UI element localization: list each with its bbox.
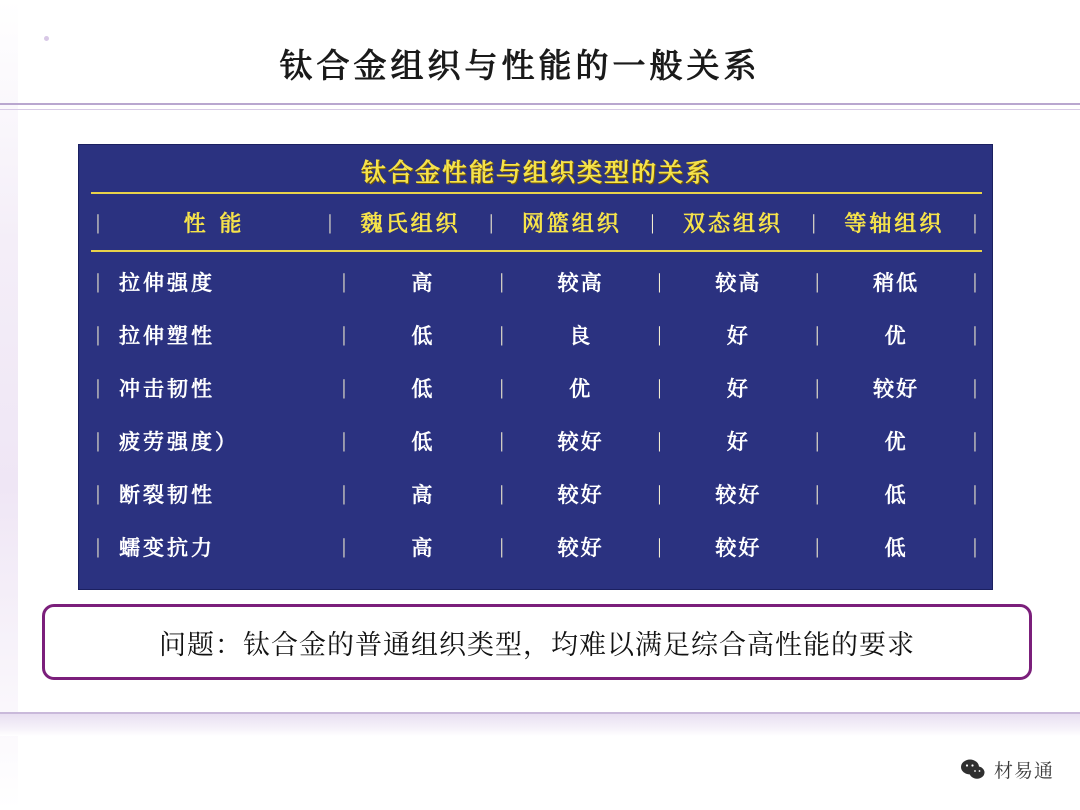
row-value: 高	[411, 269, 435, 295]
row-separator: |	[972, 375, 978, 399]
row-value: 较好	[715, 534, 762, 560]
table-header-equiaxed: 等轴组织	[844, 210, 945, 237]
table-header-property: 性 能	[183, 210, 245, 237]
row-value: 高	[411, 481, 435, 507]
table-row	[91, 414, 982, 467]
header-separator: |	[95, 209, 101, 234]
row-separator: |	[815, 322, 820, 346]
row-separator: |	[341, 534, 347, 558]
row-separator: |	[95, 481, 101, 505]
row-separator: |	[95, 534, 101, 558]
row-separator: |	[972, 534, 978, 558]
header-separator: |	[489, 209, 494, 234]
table-header-widmanstatten: 魏氏组织	[360, 210, 461, 237]
row-label: 拉伸塑性	[119, 322, 215, 348]
footer-watermark	[960, 756, 1054, 783]
footer-band	[0, 714, 1080, 736]
row-value: 较好	[557, 534, 604, 560]
row-value: 低	[411, 428, 435, 454]
header-separator: |	[811, 209, 816, 234]
footer-label: 材易通	[993, 760, 1054, 782]
row-separator: |	[815, 269, 820, 293]
table-caption: 钛合金性能与组织类型的关系	[360, 158, 712, 187]
performance-table-panel	[78, 144, 993, 590]
row-value: 低	[884, 481, 908, 507]
row-separator: |	[95, 269, 101, 293]
row-value: 较好	[557, 428, 604, 454]
row-separator: |	[972, 322, 978, 346]
header-separator: |	[650, 209, 655, 234]
row-value: 优	[884, 428, 908, 454]
row-value: 低	[884, 534, 908, 560]
table-row	[91, 255, 982, 308]
conclusion-text: 问题：钛合金的普通组织类型，均难以满足综合高性能的要求	[159, 629, 915, 661]
wechat-icon	[960, 757, 986, 783]
row-value: 低	[411, 322, 435, 348]
row-value: 高	[411, 534, 435, 560]
row-separator: |	[499, 269, 504, 293]
row-label: 疲劳强度）	[119, 428, 239, 454]
title-divider-secondary	[0, 109, 1080, 110]
row-separator: |	[657, 269, 662, 293]
row-label: 拉伸强度	[119, 269, 215, 295]
decorative-left-strip	[0, 0, 18, 810]
row-separator: |	[95, 375, 101, 399]
row-value: 较好	[557, 481, 604, 507]
row-separator: |	[499, 428, 504, 452]
row-separator: |	[657, 428, 662, 452]
page-title: 钛合金组织与性能的一般关系	[279, 46, 761, 85]
row-separator: |	[499, 481, 504, 505]
table-row	[91, 361, 982, 414]
table-header-row	[91, 197, 982, 247]
table-header-bimodal: 双态组织	[683, 210, 784, 237]
row-value: 较好	[873, 375, 920, 401]
table-row	[91, 520, 982, 573]
row-value: 较高	[715, 269, 762, 295]
table-header-basketweave: 网篮组织	[521, 210, 622, 237]
row-value: 稍低	[873, 269, 920, 295]
row-separator: |	[499, 322, 504, 346]
row-separator: |	[657, 481, 662, 505]
row-value: 好	[726, 322, 750, 348]
header-separator: |	[972, 209, 978, 234]
row-label: 蠕变抗力	[119, 534, 215, 560]
row-separator: |	[815, 428, 820, 452]
table-row	[91, 467, 982, 520]
row-value: 优	[569, 375, 593, 401]
row-label: 冲击韧性	[119, 375, 215, 401]
row-separator: |	[815, 481, 820, 505]
conclusion-callout	[42, 604, 1032, 680]
table-row	[91, 308, 982, 361]
row-separator: |	[95, 428, 101, 452]
row-label: 断裂韧性	[119, 481, 215, 507]
row-value: 低	[411, 375, 435, 401]
row-separator: |	[657, 534, 662, 558]
row-separator: |	[815, 534, 820, 558]
row-separator: |	[657, 375, 662, 399]
row-separator: |	[341, 322, 347, 346]
row-separator: |	[815, 375, 820, 399]
row-value: 好	[726, 428, 750, 454]
row-separator: |	[341, 428, 347, 452]
row-value: 较好	[715, 481, 762, 507]
row-separator: |	[95, 322, 101, 346]
row-separator: |	[499, 375, 504, 399]
title-divider	[0, 103, 1080, 105]
row-value: 良	[569, 322, 593, 348]
table-body	[91, 255, 982, 573]
row-value: 好	[726, 375, 750, 401]
row-separator: |	[972, 428, 978, 452]
table-rule-header	[91, 250, 982, 252]
row-separator: |	[657, 322, 662, 346]
row-separator: |	[972, 481, 978, 505]
row-separator: |	[341, 375, 347, 399]
row-separator: |	[972, 269, 978, 293]
row-separator: |	[499, 534, 504, 558]
row-separator: |	[341, 481, 347, 505]
row-separator: |	[341, 269, 347, 293]
table-rule-top	[91, 192, 982, 194]
row-value: 优	[884, 322, 908, 348]
header-separator: |	[327, 209, 333, 234]
row-value: 较高	[557, 269, 604, 295]
